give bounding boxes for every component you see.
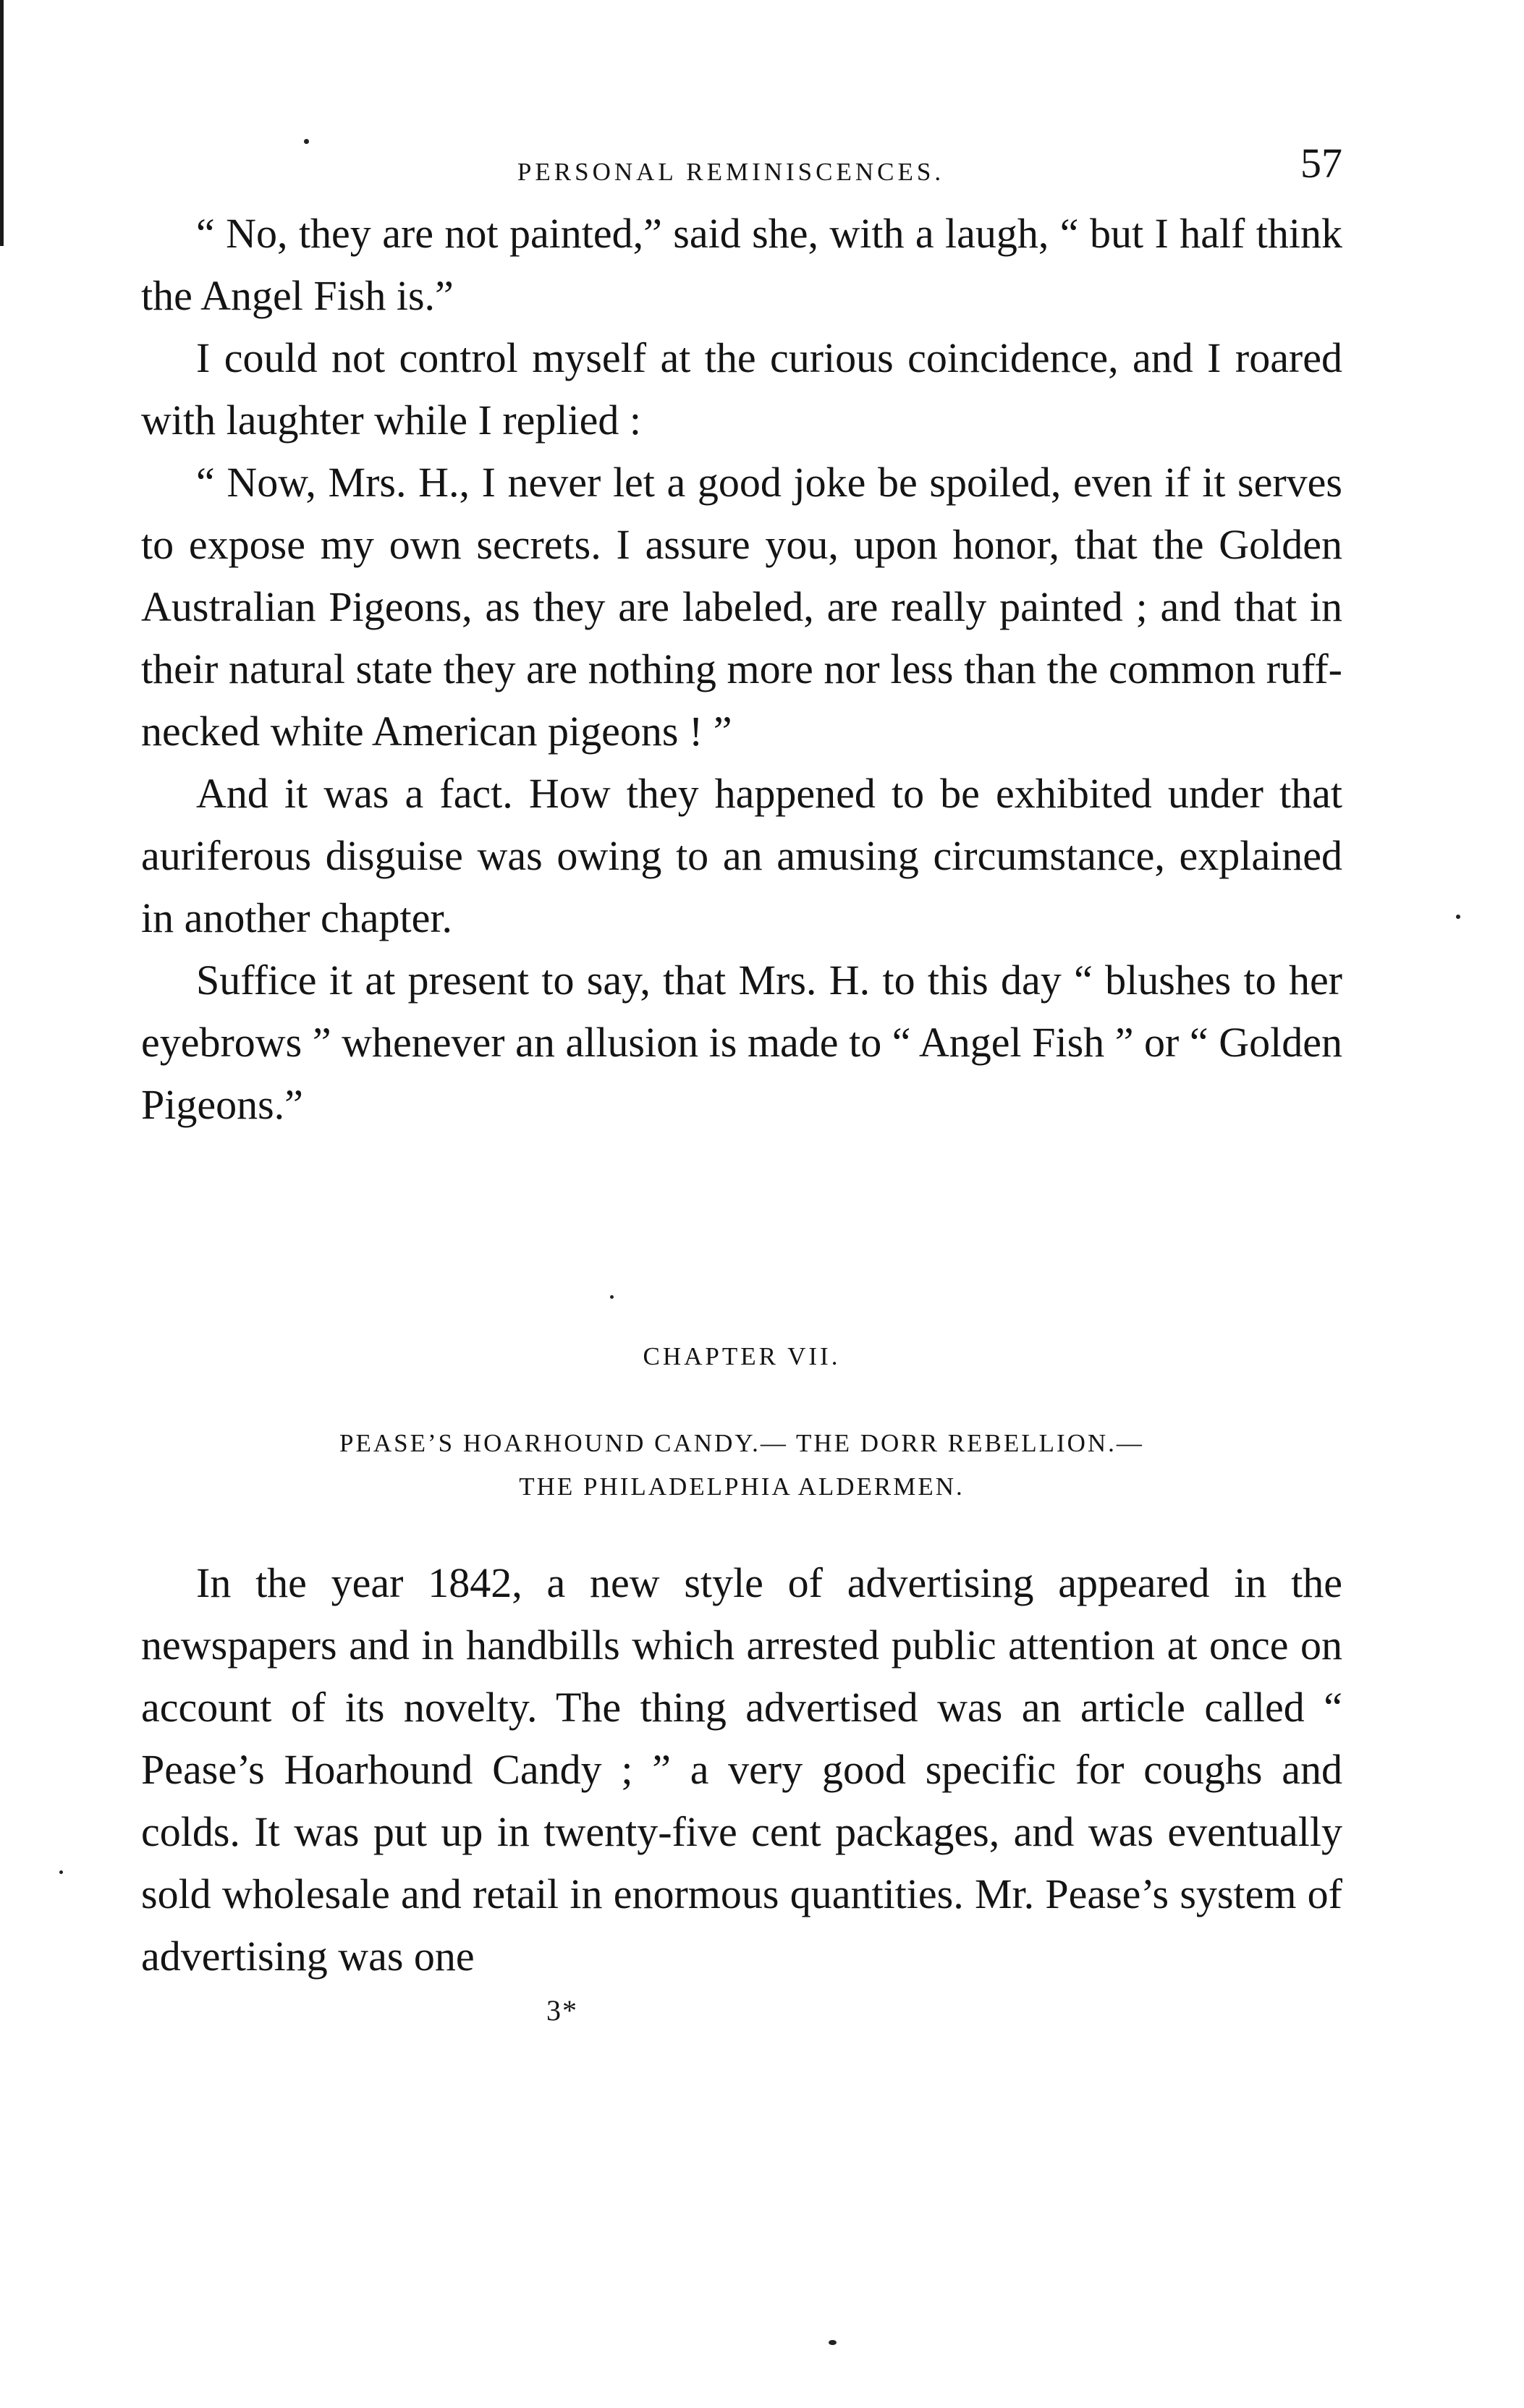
section-break: [141, 1136, 1342, 1335]
chapter-title-line-2: THE PHILADELPHIA ALDERMEN.: [519, 1472, 965, 1501]
page-edge-shadow: [0, 0, 4, 246]
paragraph: Suffice it at present to say, that Mrs. H. to this day “ blushes to her eyebrows ” whenever an allusion is made to “ Angel Fish ” or “ Golden Pigeons.”: [141, 957, 1342, 1128]
paragraph: And it was a fact. How they happened to be exhibited under that auriferous disguise was owing to an amusing circumstance, explained in another chapter.: [141, 770, 1342, 941]
chapter-heading: [141, 1335, 1342, 1509]
top-section: [141, 203, 1342, 1136]
book-page: [141, 123, 1342, 2027]
paragraph: I could not control myself at the curious coincidence, and I roared with laughter while I replied :: [141, 334, 1342, 444]
ink-speck: [829, 2340, 837, 2345]
page-number: 57: [1300, 140, 1342, 187]
chapter-body: [141, 1552, 1342, 1988]
paragraph: “ No, they are not painted,” said she, with a laugh, “ but I half think the Angel Fish is.”: [141, 210, 1342, 319]
chapter-number: CHAPTER VII.: [643, 1342, 841, 1370]
signature-mark: 3*: [546, 1994, 578, 2027]
paragraph: “ Now, Mrs. H., I never let a good joke be spoiled, even if it serves to expose my own secrets. I assure you, upon honor, that the Golden Australian Pigeons, as they are labeled, are really painted ; and that in their natural state they are nothing more nor less than the common ruff-necked white American pigeons ! ”: [141, 459, 1342, 755]
running-title: PERSONAL REMINISCENCES.: [517, 158, 945, 186]
paragraph: In the year 1842, a new style of advertising appeared in the newspapers and in handbills which arrested public attention at once on account of its novelty. The thing advertised was an article called “ Pease’s Hoarhound Candy ; ” a very good specific for coughs and colds. It was put up in twenty-five cent packages, and was eventually sold wholesale and retail in enormous quantities. Mr. Pease’s system of advertising was one: [141, 1559, 1342, 1980]
ink-speck: [1456, 915, 1460, 919]
chapter-title: [141, 1422, 1342, 1509]
ink-speck: [59, 1870, 63, 1874]
running-head: [141, 123, 1342, 203]
chapter-title-line-1: PEASE’S HOARHOUND CANDY.— THE DORR REBELLION.—: [339, 1429, 1144, 1457]
